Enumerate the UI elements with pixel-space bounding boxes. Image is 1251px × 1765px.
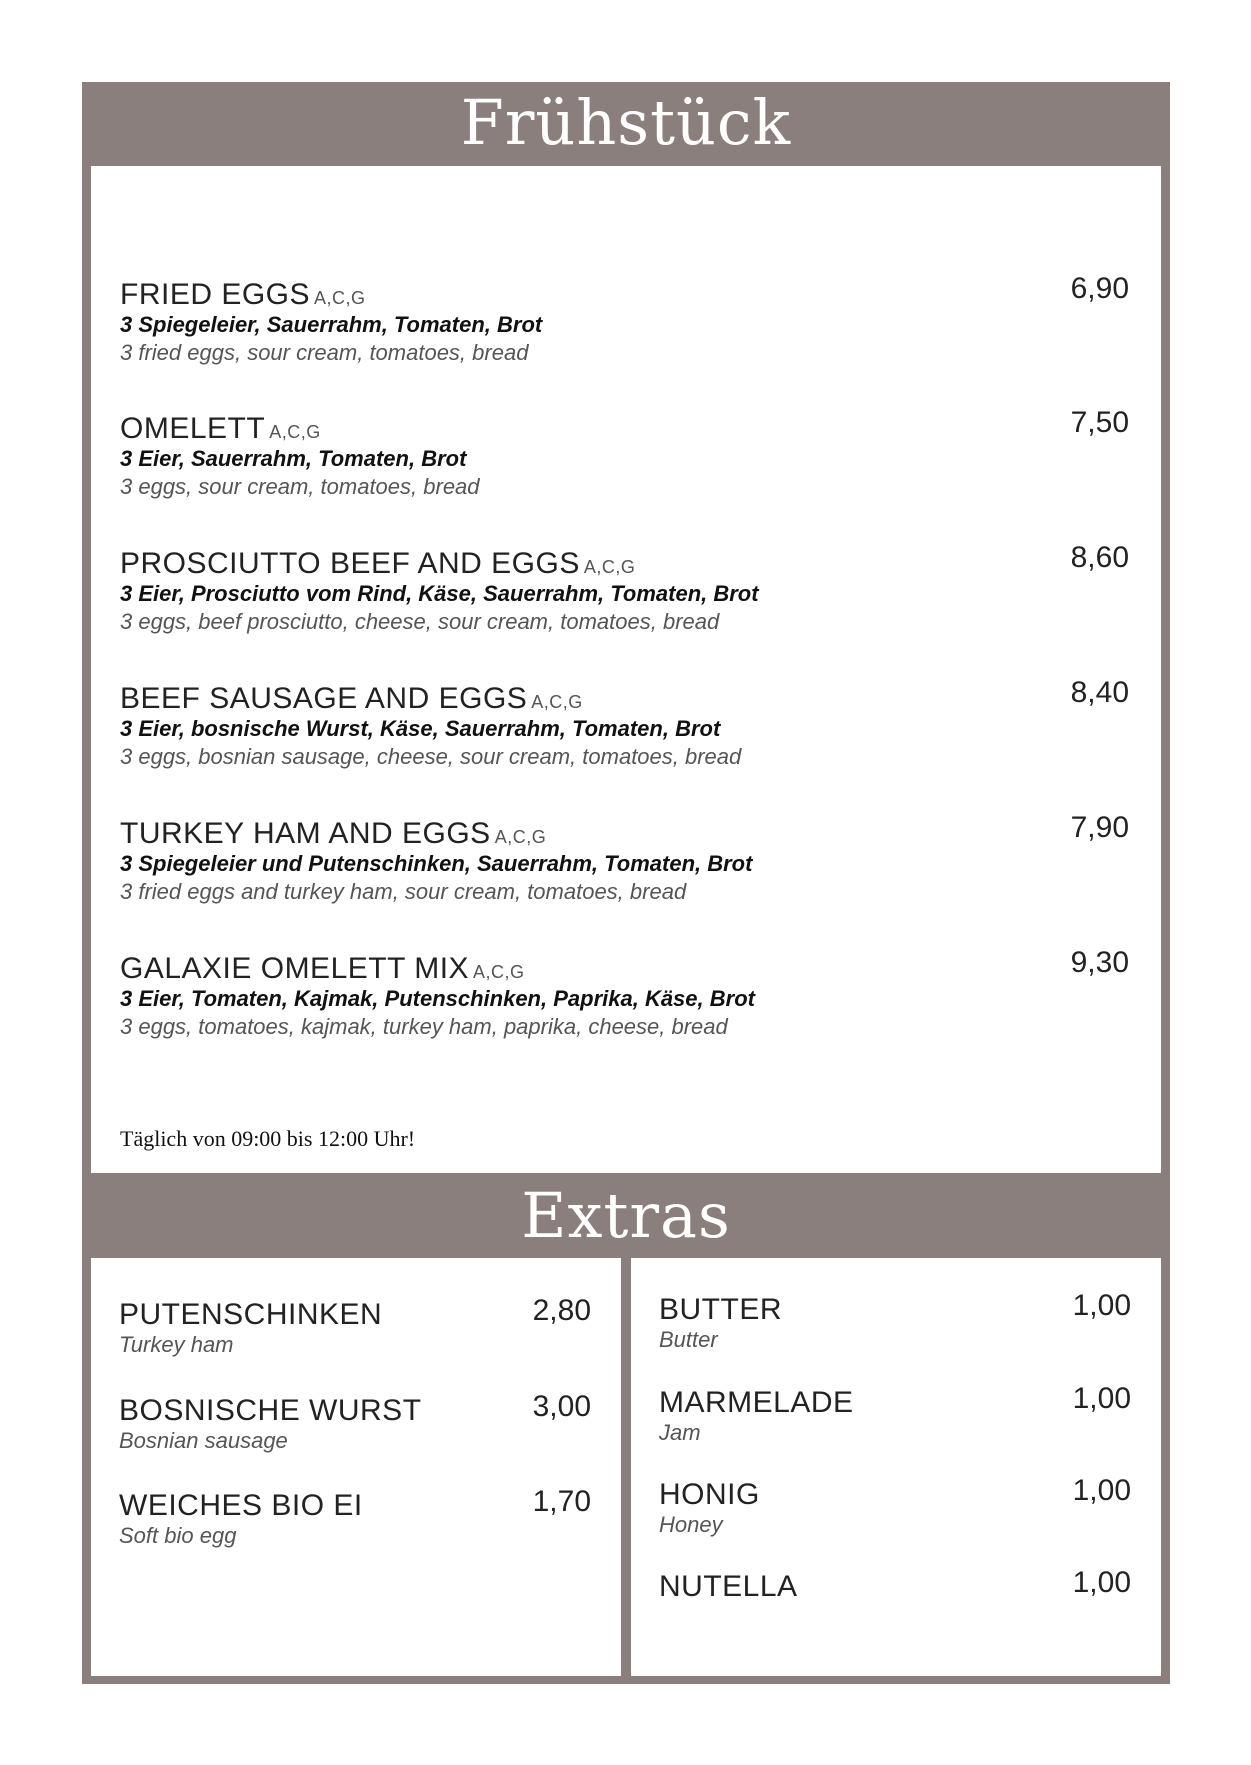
extra-name: NUTELLA [659,1570,798,1603]
opening-hours-note: Täglich von 09:00 bis 12:00 Uhr! [120,1126,416,1151]
item-description-de: 3 Spiegeleier und Putenschinken, Sauerrahm, Tomaten, Brot [120,851,753,876]
extra-name: HONIG [659,1478,760,1511]
extra-description-en: Bosnian sausage [119,1428,288,1453]
extra-description-en: Soft bio egg [119,1523,237,1548]
item-price: 8,40 [1070,676,1129,709]
extra-name: WEICHES BIO EI [119,1489,363,1522]
item-price: 7,50 [1070,406,1129,439]
breakfast-title: Frühstück [460,85,792,159]
item-description-en: 3 eggs, beef prosciutto, cheese, sour cream, tomatoes, bread [120,609,720,634]
item-description-de: 3 Eier, bosnische Wurst, Käse, Sauerrahm, Tomaten, Brot [120,716,721,741]
extra-price: 1,00 [1072,1566,1131,1599]
extra-name: BUTTER [659,1293,782,1326]
item-allergens: A,C,G [473,962,525,982]
item-name: TURKEY HAM AND EGGS A,C,G [120,817,547,850]
extras-right-panel [631,1258,1161,1676]
extra-price: 1,00 [1072,1382,1131,1415]
extra-price: 1,00 [1072,1289,1131,1322]
item-name: FRIED EGGS A,C,G [120,278,366,311]
extras-left-panel [91,1258,621,1676]
item-price: 9,30 [1070,946,1129,979]
item-allergens: A,C,G [314,288,366,308]
item-allergens: A,C,G [531,692,583,712]
item-price: 6,90 [1070,272,1129,305]
breakfast-panel [91,166,1161,1173]
menu-frame [82,82,1170,1684]
item-description-en: 3 eggs, bosnian sausage, cheese, sour cream, tomatoes, bread [120,744,742,769]
extra-description-en: Honey [659,1512,723,1537]
extra-price: 1,70 [532,1485,591,1518]
extra-name: BOSNISCHE WURST [119,1394,422,1427]
extra-description-en: Jam [659,1420,701,1445]
extra-price: 2,80 [532,1294,591,1327]
item-name: OMELETT A,C,G [120,412,321,445]
extra-price: 3,00 [532,1390,591,1423]
item-allergens: A,C,G [269,422,321,442]
item-allergens: A,C,G [494,827,547,847]
item-price: 7,90 [1070,811,1129,844]
item-allergens: A,C,G [583,557,636,577]
extra-name: PUTENSCHINKEN [119,1298,383,1331]
item-description-de: 3 Eier, Sauerrahm, Tomaten, Brot [120,446,467,471]
extra-name: MARMELADE [659,1386,854,1419]
item-description-de: 3 Eier, Prosciutto vom Rind, Käse, Sauerrahm, Tomaten, Brot [120,581,759,606]
item-description-de: 3 Eier, Tomaten, Kajmak, Putenschinken, Paprika, Käse, Brot [120,986,755,1011]
item-description-en: 3 fried eggs, sour cream, tomatoes, bread [120,340,529,365]
extra-description-en: Turkey ham [119,1332,234,1357]
extras-title: Extras [521,1178,731,1252]
item-description-en: 3 eggs, tomatoes, kajmak, turkey ham, paprika, cheese, bread [120,1014,728,1039]
item-price: 8,60 [1070,541,1129,574]
extra-description-en: Butter [659,1327,718,1352]
item-name: BEEF SAUSAGE AND EGGS A,C,G [120,682,583,715]
extra-price: 1,00 [1072,1474,1131,1507]
item-description-en: 3 fried eggs and turkey ham, sour cream, tomatoes, bread [120,879,687,904]
item-description-de: 3 Spiegeleier, Sauerrahm, Tomaten, Brot [120,312,543,337]
item-name: GALAXIE OMELETT MIX A,C,G [120,952,525,985]
item-name: PROSCIUTTO BEEF AND EGGS A,C,G [120,547,636,580]
item-description-en: 3 eggs, sour cream, tomatoes, bread [120,474,480,499]
